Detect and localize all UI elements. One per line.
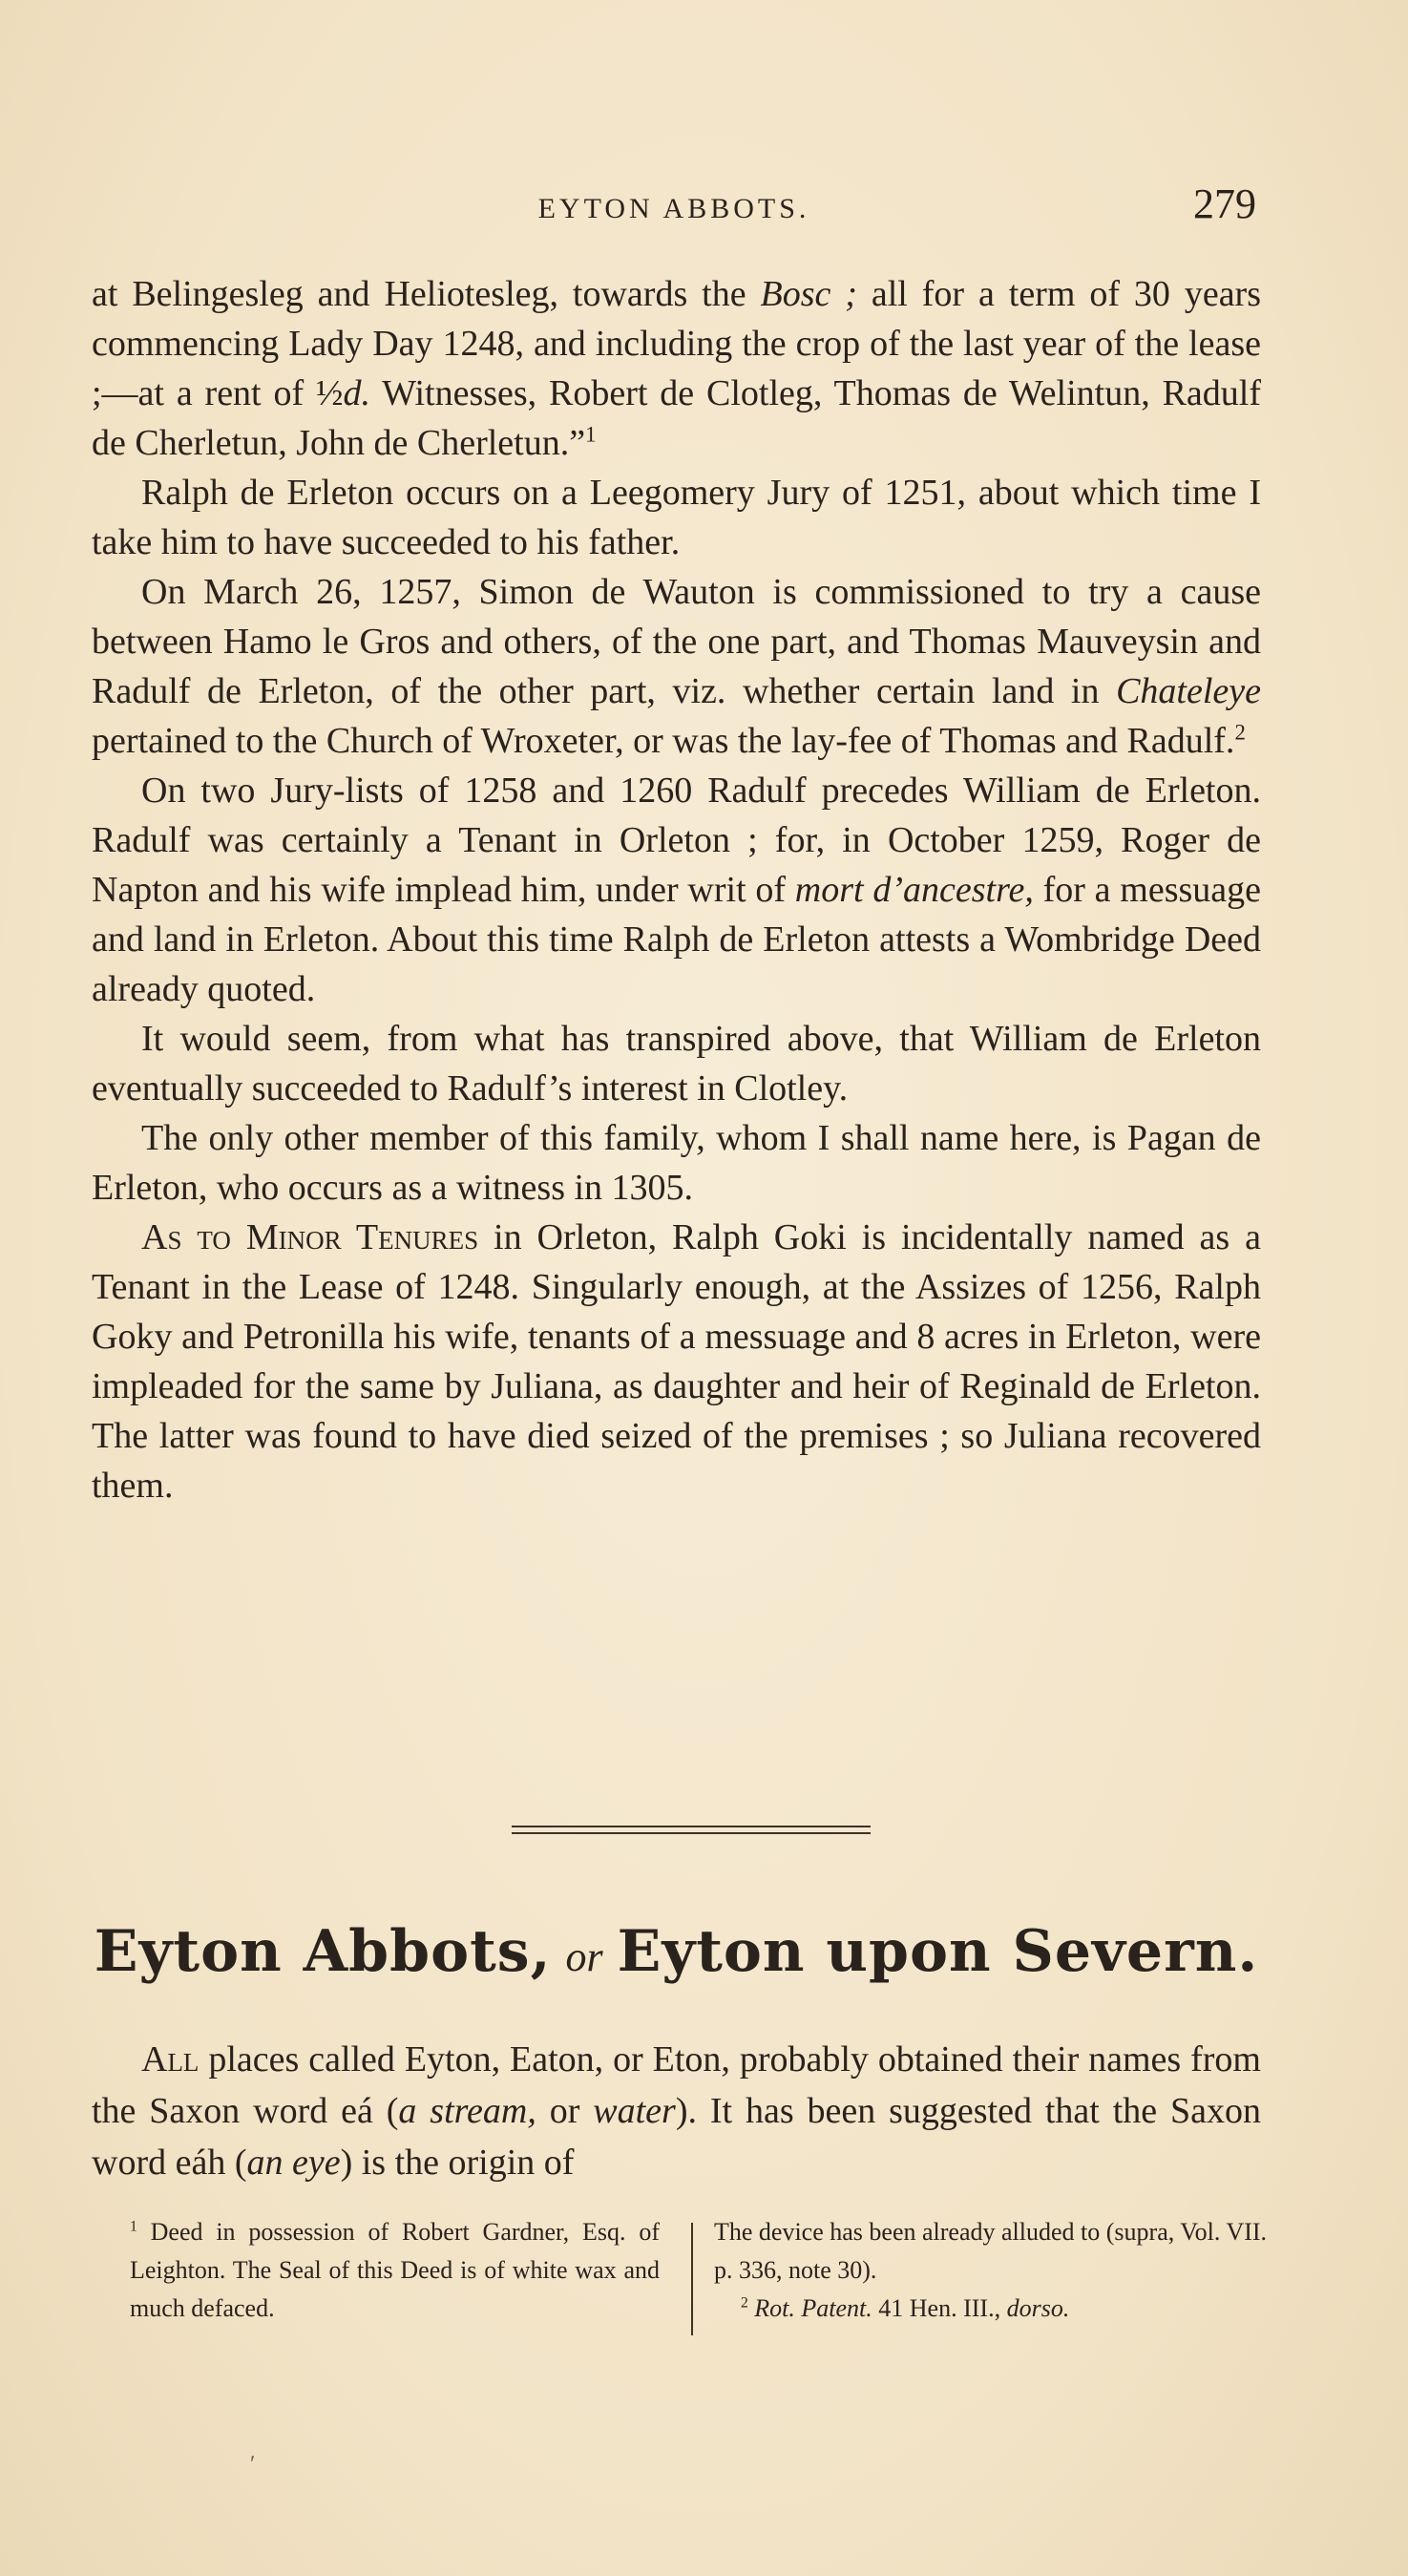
italic-run: Bosc ;	[760, 274, 857, 314]
chapter-title-or: or	[565, 1933, 603, 1980]
paragraph-5: It would seem, from what has transpired above, that William de Erleton eventually succeeded to Radulf’s interest in Clotley.	[92, 1019, 1261, 1109]
section-paragraph-1	[92, 2034, 1261, 2188]
text-run: for a messuage and land in Erleton. About this time Ralph de Erleton attests a Wombridge Deed already quoted.	[92, 870, 1261, 1009]
text-run: ). It has been suggested that the Saxon word eáh (	[92, 2091, 1261, 2183]
section-divider	[512, 1826, 871, 1835]
paragraph-4	[92, 766, 1261, 1014]
footnote-number: 1	[130, 2218, 137, 2235]
text-run: Witnesses, Robert de Clotleg, Thomas de Welintun, Radulf de Cherletun, John de Cherletun.”	[92, 373, 1261, 463]
chapter-title	[92, 1913, 1261, 1995]
text-run: or	[536, 2091, 594, 2131]
footnote-ref-1: 1	[585, 422, 597, 447]
text-run: On March 26, 1257, Simon de Wauton is commissioned to try a cause between Hamo le Gros and others, of the one part, and Thomas Mauveysin and Radulf de Erleton, of the other part, viz. whether certain land in	[92, 572, 1261, 711]
stray-mark: ʹ	[250, 2452, 256, 2477]
small-caps-lead: All	[141, 2039, 200, 2080]
italic-run: a stream,	[398, 2091, 536, 2131]
italic-run: Chateleye	[1116, 671, 1261, 711]
text-run: at Belingesleg and Heliotesleg, towards the	[92, 274, 761, 314]
footnote-number: 2	[741, 2294, 748, 2312]
footnote-1-continued: The device has been already alluded to (supra, Vol. VII. p. 336, note 30).	[714, 2218, 1268, 2284]
small-caps-lead: As to Minor Tenures	[141, 1217, 479, 1257]
footnote-column-right	[714, 2213, 1268, 2328]
paragraph-6: The only other member of this family, whom I shall name here, is Pagan de Erleton, who occurs as a witness in 1305.	[92, 1118, 1261, 1208]
divider-rule-top	[512, 1826, 871, 1827]
text-run: places called Eyton, Eaton, or Eton, probably obtained their names from the Saxon word eá (	[92, 2039, 1261, 2131]
chapter-title-part-1: Eyton Abbots,	[94, 1918, 552, 1985]
italic-run: water	[593, 2091, 676, 2131]
footnote-2	[714, 2290, 1268, 2328]
italic-run: an eye	[246, 2143, 341, 2183]
page-header	[92, 179, 1256, 237]
footnote-column-divider	[691, 2223, 693, 2335]
divider-rule-bottom	[512, 1832, 871, 1834]
page-number: 279	[1193, 180, 1256, 227]
text-run: 41 Hen. III.,	[872, 2294, 1007, 2322]
italic-run: dorso.	[1006, 2294, 1070, 2322]
italic-run: mort d’ancestre,	[794, 870, 1034, 910]
chapter-title-part-2: Eyton upon Severn.	[617, 1918, 1259, 1985]
footnote-text: Deed in possession of Robert Gardner, Esq. of Leighton. The Seal of this Deed is of white wax and much defaced.	[130, 2218, 660, 2322]
text-run: all for a term of 30 years commencing Lady Day 1248, and including the crop of the last year of the lease ;—at a rent of ½	[92, 274, 1261, 413]
paragraph-7	[92, 1213, 1261, 1510]
footnote-column-left	[130, 2213, 660, 2328]
footnote-1	[130, 2213, 660, 2328]
paragraph-3	[92, 567, 1261, 766]
paragraph-2: Ralph de Erleton occurs on a Leegomery Jury of 1251, about which time I take him to have succeeded to his father.	[92, 473, 1261, 562]
paragraph-1	[92, 269, 1261, 468]
text-run: in Orleton, Ralph Goki is incidentally named as a Tenant in the Lease of 1248. Singularly enough, at the Assizes of 1256, Ralph Goky and Petronilla his wife, tenants of a messuage and 8 acres in Erleton, were impleaded for the same by Juliana, as daughter and heir of Reginald de Erleton. The latter was found to have died seized of the premises ; so Juliana recovered them.	[92, 1217, 1262, 1506]
text-run: On two Jury-lists of 1258 and 1260 Radulf precedes William de Erleton. Radulf was certainly a Tenant in Orleton ; for, in October 1259, Roger de Napton and his wife implead him, under writ of	[92, 771, 1261, 910]
section-text	[92, 2034, 1261, 2188]
running-head: EYTON ABBOTS.	[537, 193, 810, 224]
text-run: ) is the origin of	[340, 2143, 575, 2183]
main-text	[92, 269, 1261, 1510]
italic-run: Rot. Patent.	[754, 2294, 872, 2322]
text-run: pertained to the Church of Wroxeter, or was the lay-fee of Thomas and Radulf.	[92, 721, 1235, 761]
footnotes	[130, 2213, 1268, 2366]
italic-run: d.	[343, 373, 370, 413]
footnote-ref-2: 2	[1234, 720, 1246, 745]
